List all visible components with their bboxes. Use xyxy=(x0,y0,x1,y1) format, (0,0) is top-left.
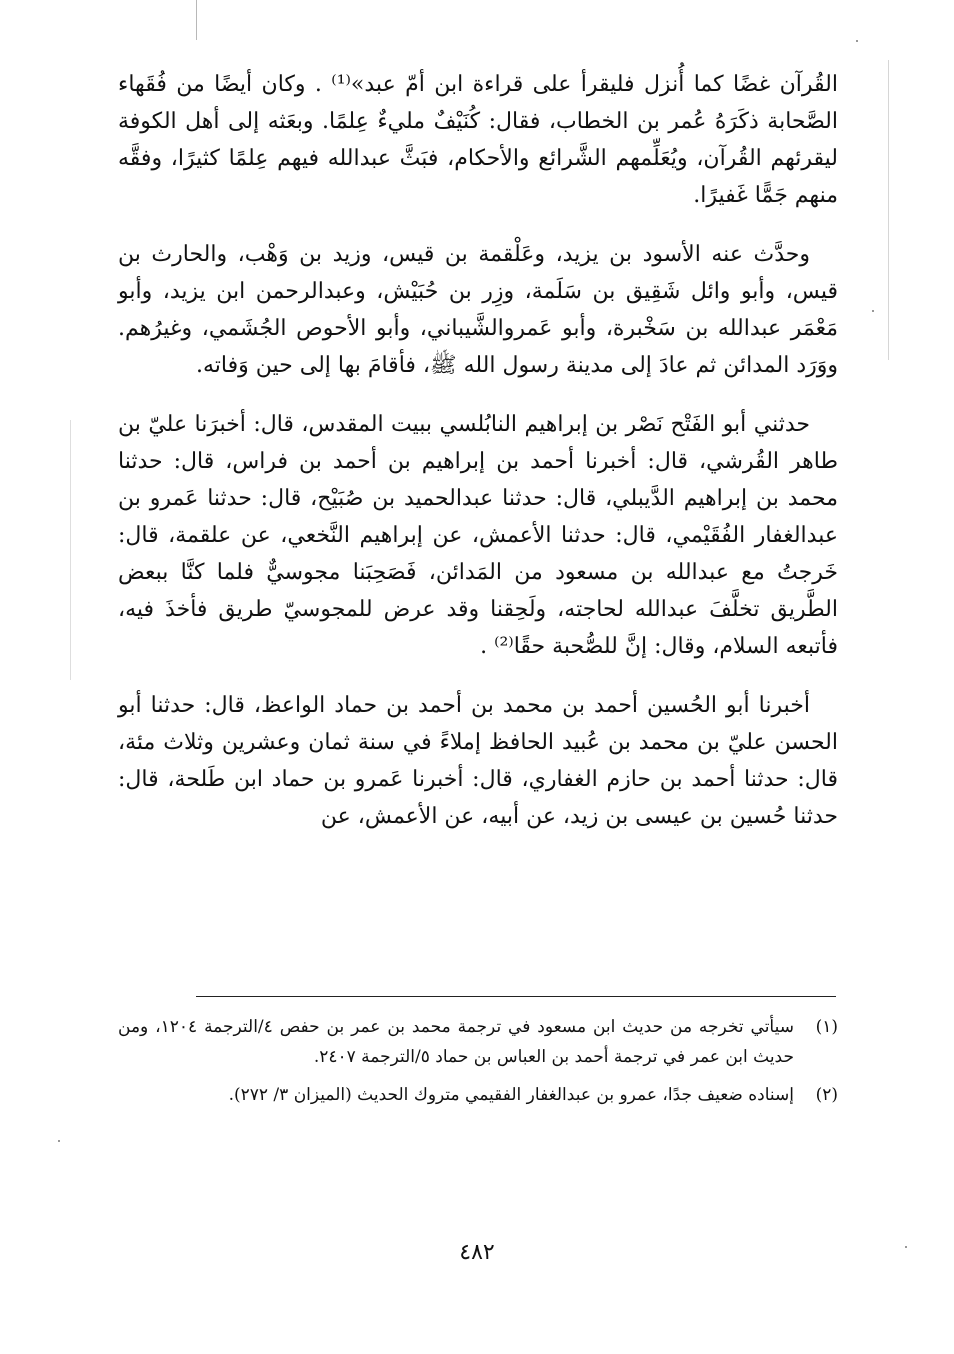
footnote-text: سيأتي تخرجه من حديث ابن مسعود في ترجمة محمد بن عمر بن حفص ٤/الترجمة ١٢٠٤، ومن حديث ابن عمر في ترجمة أحمد بن العباس بن حماد ٥/الترجمة ٢٤٠٧. xyxy=(118,1017,794,1067)
scan-artifact-line xyxy=(888,60,889,360)
page-number: ٤٨٢ xyxy=(459,1240,495,1265)
footnote-text: إسناده ضعيف جدًا، عمرو بن عبدالغفار الفقيمي متروك الحديث (الميزان ٣/ ٢٧٢). xyxy=(228,1085,794,1105)
scan-artifact-dot xyxy=(58,1140,60,1142)
footnote-separator xyxy=(196,996,836,997)
scan-artifact-dot xyxy=(872,310,874,312)
body-paragraph: وحدَّث عنه الأسود بن يزيد، وعَلْقمة بن قيس، وزيد بن وَهْب، والحارث بن قيس، وأبو وائل شَقِيق بن سَلَمة، وزِر بن حُبَيْش، وعبدالرحمن ابن يزيد، وأبو مَعْمَر عبدالله بن سَخْبرة، وأبو عَمروالشَّيباني، وأبو الأحوص الجُشَمي، وغيرُهم. ووَرَد المدائن ثم عادَ إلى مدينة رسول الله ﷺ، فأقامَ بها إلى حين وَفاته. xyxy=(118,242,838,378)
scan-artifact-line xyxy=(70,420,71,680)
scan-artifact-dot xyxy=(856,40,858,42)
body-paragraph: أخبرنا أبو الحُسين أحمد بن محمد بن أحمد بن حماد الواعظ، قال: حدثنا أبو الحسن عليّ بن محمد بن عُبيد الحافظ إملاءً في سنة ثمان وعشرين وثلاث مئة، قال: حدثنا أحمد بن حازم الغفاري، قال: أخبرنا عَمرو بن حماد ابن طَلحة، قال: حدثنا حُسين بن عيسى بن زيد، عن أبيه، عن الأعمش، عن xyxy=(118,693,838,829)
footnote-item xyxy=(118,1080,838,1110)
scan-artifact-line xyxy=(196,0,197,40)
main-body-text xyxy=(118,66,838,857)
footnote-item xyxy=(118,1012,838,1072)
footnotes-section xyxy=(118,1012,838,1118)
footnote-number: (٢) xyxy=(815,1085,838,1105)
footnote-number: (١) xyxy=(815,1017,838,1037)
body-paragraph: حدثني أبو الفَتْح نَصْر بن إبراهيم النابُلسي ببيت المقدس، قال: أخبرَنا عليّ بن طاهر القُرشي، قال: أخبرنا أحمد بن إبراهيم بن أحمد بن فراس، قال: حدثنا محمد بن إبراهيم الدَّيبلي، قال: حدثنا عبدالحميد بن صُبَيْح، قال: حدثنا عَمرو بن عبدالغفار الفُقَيْمي، قال: حدثنا الأعمش، عن إبراهيم النَّخعي، عن علقمة، قال: خَرجتُ مع عبدالله بن مسعود من المَدائن، فَصَحِبَنا مجوسيٌّ فلما كنَّا ببعض الطَّريق تخلَّفَ عبدالله لحاجته، ولَحِقنا وقد عرض للمجوسيّ طريق فأخذَ فيه، فأتبعه السلام، وقال: إنَّ للصُّحبة حقًا⁽²⁾ . xyxy=(118,412,838,659)
body-paragraph: القُرآن غضًا كما أُنزل فليقرأ على قراءة ابن أمّ عبد»⁽¹⁾ . وكان أيضًا من فُقَهاء الصَّحابة ذكَرَهُ عُمر بن الخطاب، فقال: كُنَيْفٌ مليءٌ عِلمًا. وبعَثه إلى أهل الكوفة ليقرئهم القُرآن، ويُعَلِّمهم الشَّرائع والأحكام، فبَثَّ عبدالله فيهم عِلمًا كثيرًا، وفقَّه منهم جَمًّا غَفيرًا. xyxy=(118,72,838,208)
